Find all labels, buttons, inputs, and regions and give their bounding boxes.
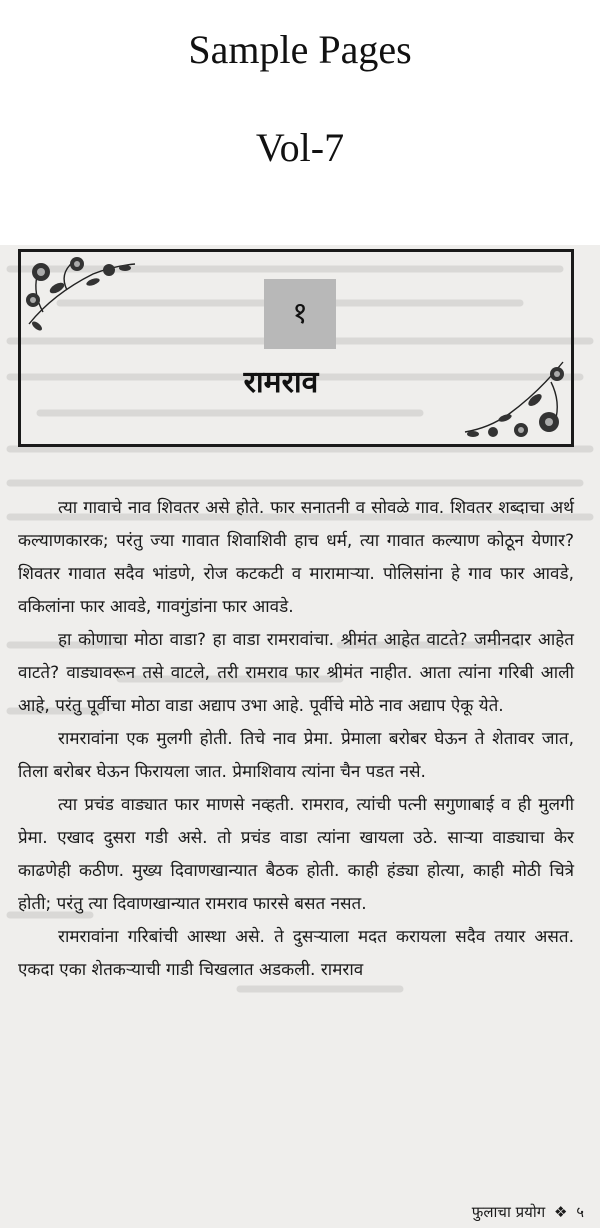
footer-separator-icon: ❖	[553, 1203, 568, 1221]
paragraph: रामरावांना गरिबांची आस्था असे. ते दुसऱ्याला मदत करायला सदैव तयार असत. एकदा एका शेतकऱ्याची गाडी चिखलात अडकली. रामराव	[18, 927, 574, 980]
floral-ornament-top-left-icon	[23, 254, 143, 344]
paragraph: त्या प्रचंड वाड्यात फार माणसे नव्हती. रामराव, त्यांची पत्नी सगुणाबाई व ही मुलगी प्रेमा. एखाद दुसरा गडी असे. तो प्रचंड वाडा त्यांना खायला उठे. साऱ्या वाड्याचा केर काढणेही कठीण. मुख्य दिवाणखान्यात बैठक होती. काही हंड्या होत्या, काही मोठी चित्रे होती; परंतु त्या दिवाणखान्यात रामराव फारसे बसत नसत.	[18, 795, 574, 914]
page-number: ५	[576, 1203, 584, 1221]
paragraph: हा कोणाचा मोठा वाडा? हा वाडा रामरावांचा. श्रीमंत आहेत वाटते? जमीनदार आहेत वाटते? वाड्यावरून तसे वाटले, तरी रामराव फार श्रीमंत नाहीत. आता त्यांना गरिबी आली आहे, परंतु पूर्वीचा मोठा वाडा अद्याप उभा आहे. पूर्वीचे मोठे नाव अद्याप ऐकू येते.	[18, 630, 574, 716]
chapter-body	[18, 492, 574, 987]
scanned-page	[0, 245, 600, 1228]
chapter-title: रामराव	[243, 365, 319, 400]
sample-pages-title: Sample Pages	[188, 27, 412, 72]
sample-header	[0, 0, 600, 245]
chapter-number: १	[264, 279, 336, 349]
volume-label: Vol-7	[255, 125, 345, 170]
paragraph: त्या गावाचे नाव शिवतर असे होते. फार सनातनी व सोवळे गाव. शिवतर शब्दाचा अर्थ कल्याणकारक; परंतु ज्या गावात शिवाशिवी हाच धर्म, त्या गावात कल्याण कोठून येणार? शिवतर गावात सदैव भांडणे, रोज कटकटी व मारामाऱ्या. पोलिसांना हे गाव फार आवडे, वकिलांना फार आवडे, गावगुंडांना फार आवडे.	[18, 498, 574, 617]
page-footer	[472, 1202, 584, 1222]
paragraph: रामरावांना एक मुलगी होती. तिचे नाव प्रेमा. प्रेमाला बरोबर घेऊन ते शेतावर जात, तिला बरोबर घेऊन फिरायला जात. प्रेमाशिवाय त्यांना चैन पडत नसे.	[18, 729, 574, 782]
chapter-header-box	[18, 249, 574, 447]
footer-book-title: फुलाचा प्रयोग	[471, 1203, 546, 1221]
